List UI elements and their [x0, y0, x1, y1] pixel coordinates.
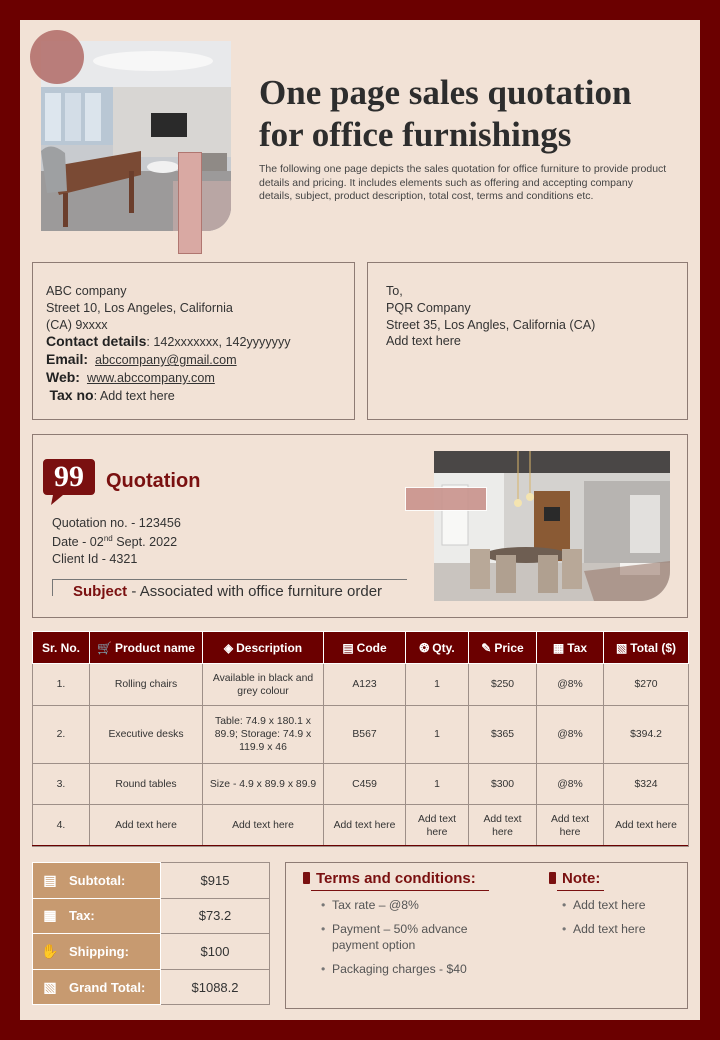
table-cell: $365 [469, 706, 537, 764]
sender-email: Email: abccompany@gmail.com [46, 351, 237, 368]
table-row [33, 706, 689, 764]
terms-heading: Terms and conditions: [303, 870, 476, 887]
document-icon: ▦ [552, 640, 565, 655]
svg-text:99: 99 [54, 460, 84, 493]
quotation-number: Quotation no. - 123456 [52, 516, 181, 530]
table-cell: B567 [324, 706, 406, 764]
handshake-icon: ✋ [41, 942, 59, 959]
tax-value: $73.2 [161, 898, 270, 934]
page-intro: The following one page depicts the sales quotation for office furniture to provide product details and pricing. It includes elements such as offering and accepting company details, subject, product description, total cost, terms and conditions etc. [259, 163, 667, 202]
receipt-icon: ▦ [43, 907, 57, 924]
note-list [562, 898, 682, 946]
cart-icon: 🛒 [97, 640, 112, 655]
table-cell: 3. [33, 764, 90, 805]
decorative-strip [178, 152, 202, 254]
recipient-to: To, [386, 284, 403, 298]
shipping-value: $100 [161, 934, 270, 970]
table-cell: C459 [324, 764, 406, 805]
table-cell: Add text here [469, 805, 537, 847]
flag-icon [549, 872, 556, 884]
sender-tax: Tax no: Add text here [49, 386, 175, 403]
table-cell: Rolling chairs [90, 664, 203, 706]
table-cell: $270 [604, 664, 689, 706]
col-header-sr-no: Sr. No. [33, 632, 90, 664]
note-heading: Note: [549, 870, 600, 887]
table-row [33, 664, 689, 706]
table-cell: Table: 74.9 x 180.1 x 89.9; Storage: 74.9 x 119.9 x 46 [203, 706, 324, 764]
table-cell: $300 [469, 764, 537, 805]
table-cell: Size - 4.9 x 89.9 x 89.9 [203, 764, 324, 805]
table-cell: @8% [537, 764, 604, 805]
note-underline [557, 890, 604, 891]
shipping-label: Shipping: [69, 943, 129, 959]
table-cell: $250 [469, 664, 537, 706]
table-cell: A123 [324, 664, 406, 706]
sender-company: ABC company [46, 284, 127, 298]
page-title: One page sales quotation for office furnishings [259, 73, 632, 154]
list-item: • Tax rate – @8% [321, 898, 501, 914]
decorative-strip [405, 487, 487, 511]
table-cell: Add text here [203, 805, 324, 847]
list-item: • Packaging charges - $40 [321, 962, 501, 978]
table-cell: Add text here [324, 805, 406, 847]
table-divider [32, 845, 688, 846]
table-cell: $394.2 [604, 706, 689, 764]
sender-state: (CA) 9xxxx [46, 317, 108, 332]
table-cell: @8% [537, 706, 604, 764]
terms-underline [311, 890, 489, 891]
price-tag-icon: ✎ [481, 640, 492, 655]
grand-total-label: Grand Total: [69, 979, 146, 995]
recipient-company: PQR Company [386, 300, 471, 315]
col-header-price: ✎ Price [469, 632, 537, 664]
table-cell: Add text here [604, 805, 689, 847]
table-row [33, 764, 689, 805]
col-header-total: ▧ Total ($) [604, 632, 689, 664]
quotation-meta [52, 515, 181, 567]
list-item: • Add text here [562, 922, 682, 938]
web-link[interactable]: www.abccompany.com [86, 370, 215, 385]
table-cell: Round tables [90, 764, 203, 805]
list-item: • Payment – 50% advance payment option [321, 922, 501, 953]
quotation-subject: Subject - Associated with office furniture order [73, 583, 383, 600]
col-header-code: ▤ Code [324, 632, 406, 664]
subtotal-value: $915 [161, 863, 270, 899]
quotation-date: Date - 02nd Sept. 2022 [52, 534, 178, 550]
table-cell: 4. [33, 805, 90, 847]
email-link[interactable]: abccompany@gmail.com [95, 353, 237, 368]
sender-contact: Contact details: 142xxxxxxx, 142yyyyyyy [46, 333, 291, 350]
terms-list [321, 898, 501, 986]
col-header-tax: ▦ Tax [537, 632, 604, 664]
grand-total-value: $1088.2 [161, 969, 270, 1005]
totals-table [32, 862, 270, 1005]
dining-room-photo [434, 451, 670, 601]
product-table [32, 631, 689, 847]
table-cell: Add text here [537, 805, 604, 847]
col-header-description: ◈ Description [203, 632, 324, 664]
badge-icon: ❂ [419, 640, 430, 655]
col-header-product-name: 🛒 Product name [90, 632, 203, 664]
client-id: Client Id - 4321 [52, 552, 138, 566]
sender-web: Web: www.abccompany.com [46, 368, 215, 385]
table-cell: 1 [406, 664, 469, 706]
totals-row-shipping [33, 934, 270, 970]
totals-row-grand-total [33, 969, 270, 1005]
quotation-heading: Quotation [106, 470, 201, 492]
table-cell: 1. [33, 664, 90, 706]
tag-icon: ◈ [223, 640, 234, 655]
list-item: • Add text here [562, 898, 682, 914]
recipient-details-box [367, 262, 688, 420]
table-cell: 1 [406, 706, 469, 764]
sender-details-box [32, 262, 355, 420]
recipient-street: Street 35, Los Angles, California (CA) [386, 317, 596, 332]
calculator-icon: ▤ [43, 871, 57, 888]
table-cell: 1 [406, 764, 469, 805]
flag-icon [303, 872, 310, 884]
totals-row-tax [33, 898, 270, 934]
invoice-icon: ▧ [43, 978, 57, 995]
subtotal-label: Subtotal: [69, 872, 126, 888]
totals-row-subtotal [33, 863, 270, 899]
sender-street: Street 10, Los Angeles, California [46, 300, 233, 315]
decorative-circle [30, 30, 84, 84]
table-cell: $324 [604, 764, 689, 805]
recipient-extra: Add text here [386, 334, 461, 349]
table-cell: 2. [33, 706, 90, 764]
invoice-icon: ▧ [615, 640, 628, 655]
table-cell: Available in black and grey colour [203, 664, 324, 706]
table-cell: @8% [537, 664, 604, 706]
tax-label: Tax: [69, 908, 95, 924]
col-header-qty: ❂ Qty. [406, 632, 469, 664]
table-header-row [33, 632, 689, 664]
table-cell: Executive desks [90, 706, 203, 764]
quote-icon [43, 459, 95, 507]
table-row [33, 805, 689, 847]
barcode-icon: ▤ [342, 640, 354, 655]
table-cell: Add text here [406, 805, 469, 847]
table-cell: Add text here [90, 805, 203, 847]
quotation-page [20, 20, 700, 1020]
